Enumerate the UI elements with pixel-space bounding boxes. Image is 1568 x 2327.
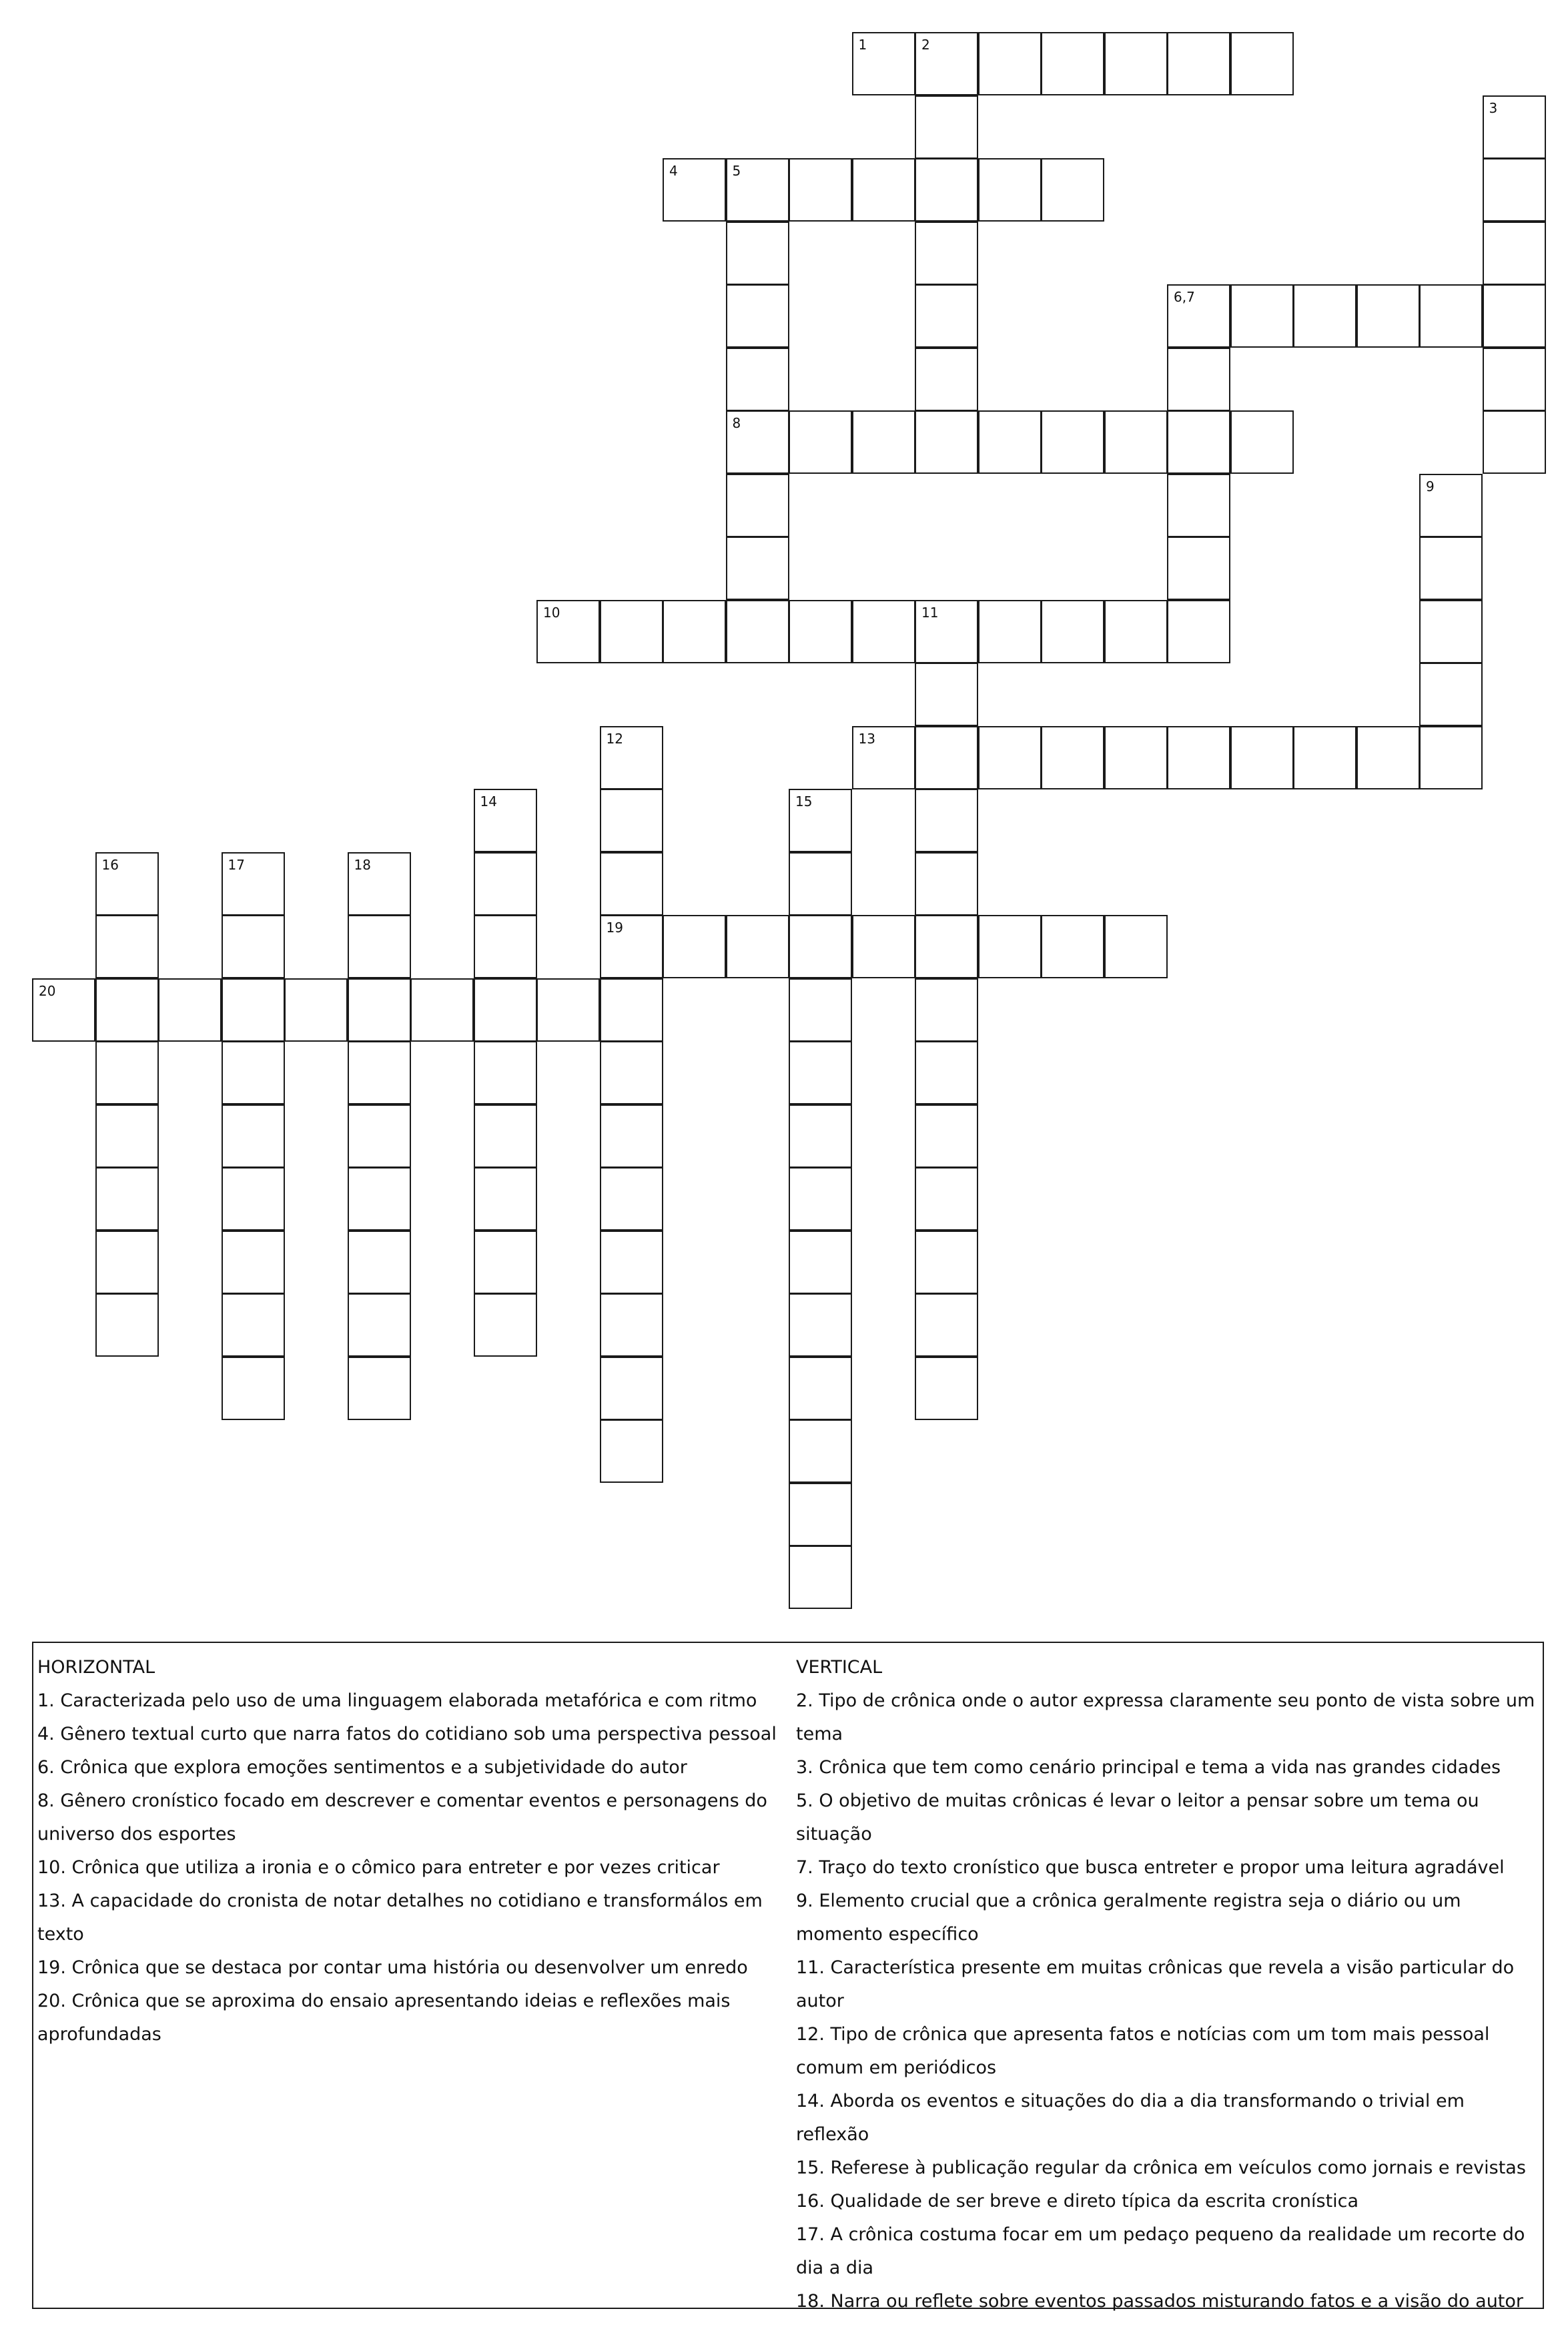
crossword-cell[interactable] xyxy=(726,915,789,978)
crossword-cell[interactable] xyxy=(600,1357,663,1420)
crossword-cell[interactable] xyxy=(915,95,978,159)
crossword-cell[interactable] xyxy=(410,978,474,1042)
crossword-cell[interactable] xyxy=(1293,726,1356,789)
crossword-cell[interactable] xyxy=(1167,284,1230,348)
crossword-cell[interactable] xyxy=(222,978,285,1042)
crossword-cell[interactable] xyxy=(1041,410,1104,474)
crossword-cell[interactable] xyxy=(978,32,1042,95)
crossword-cell[interactable] xyxy=(1041,32,1104,95)
crossword-cell[interactable] xyxy=(726,537,789,600)
crossword-cell[interactable] xyxy=(915,1231,978,1294)
crossword-cell[interactable] xyxy=(1104,600,1168,663)
crossword-cell[interactable] xyxy=(852,158,915,222)
crossword-cell[interactable] xyxy=(600,978,663,1042)
crossword-cell[interactable] xyxy=(1167,474,1230,537)
crossword-cell[interactable] xyxy=(1483,95,1546,159)
crossword-cell[interactable] xyxy=(915,726,978,789)
crossword-cell[interactable] xyxy=(474,1231,537,1294)
crossword-cell[interactable] xyxy=(726,600,789,663)
crossword-cell[interactable] xyxy=(536,600,600,663)
clue-v-7: 7. Traço do texto cronístico que busca entreter e propor uma leitura agradável xyxy=(796,1857,1505,1878)
clue-number: 13 xyxy=(858,730,875,747)
crossword-cell[interactable] xyxy=(348,1104,411,1168)
crossword-cell[interactable] xyxy=(222,852,285,916)
crossword-cell[interactable] xyxy=(474,1167,537,1231)
horizontal-title: HORIZONTAL xyxy=(37,1657,155,1678)
crossword-cell[interactable] xyxy=(222,1167,285,1231)
vertical-title: VERTICAL xyxy=(796,1657,883,1678)
clue-number: 11 xyxy=(921,604,939,621)
crossword-cell[interactable] xyxy=(1230,726,1294,789)
crossword-cell[interactable] xyxy=(1167,348,1230,411)
clue-v-5: 5. O objetivo de muitas crônicas é levar o leitor a pensar sobre um tema ou situação xyxy=(796,1790,1479,1845)
horizontal-clues xyxy=(37,1651,791,2051)
crossword-cell[interactable] xyxy=(95,1041,159,1104)
crossword-cell[interactable] xyxy=(789,852,852,916)
crossword-cell[interactable] xyxy=(474,1104,537,1168)
crossword-cell[interactable] xyxy=(1167,726,1230,789)
crossword-cell[interactable] xyxy=(1419,726,1483,789)
crossword-cell[interactable] xyxy=(348,1231,411,1294)
clue-number: 5 xyxy=(732,163,741,179)
crossword-cell[interactable] xyxy=(789,1357,852,1420)
crossword-cell[interactable] xyxy=(600,726,663,789)
crossword-cell[interactable] xyxy=(978,915,1042,978)
crossword-cell[interactable] xyxy=(222,1293,285,1357)
crossword-cell[interactable] xyxy=(915,1293,978,1357)
crossword-cell[interactable] xyxy=(600,1293,663,1357)
crossword-cell[interactable] xyxy=(348,978,411,1042)
crossword-cell[interactable] xyxy=(1419,284,1483,348)
crossword-cell[interactable] xyxy=(915,222,978,285)
crossword-cell[interactable] xyxy=(600,789,663,852)
crossword-cell[interactable] xyxy=(726,284,789,348)
crossword-cell[interactable] xyxy=(1419,600,1483,663)
clue-number: 12 xyxy=(606,730,623,747)
crossword-cell[interactable] xyxy=(789,789,852,852)
clue-h-6: 6. Crônica que explora emoções sentimentos e a subjetividade do autor xyxy=(37,1757,687,1778)
crossword-cell[interactable] xyxy=(1167,600,1230,663)
clue-number: 9 xyxy=(1426,478,1435,494)
crossword-cell[interactable] xyxy=(978,600,1042,663)
crossword-cell[interactable] xyxy=(789,1419,852,1483)
crossword-cell[interactable] xyxy=(915,915,978,978)
clue-v-11: 11. Característica presente em muitas crônicas que revela a visão particular do autor xyxy=(796,1957,1515,2011)
crossword-cell[interactable] xyxy=(789,915,852,978)
crossword-cell[interactable] xyxy=(978,726,1042,789)
crossword-cell[interactable] xyxy=(1483,284,1546,348)
clue-h-8: 8. Gênero cronístico focado em descrever e comentar eventos e personagens do universo dos esportes xyxy=(37,1790,767,1845)
crossword-cell[interactable] xyxy=(474,1041,537,1104)
crossword-cell[interactable] xyxy=(852,32,915,95)
crossword-cell[interactable] xyxy=(1104,915,1168,978)
crossword-cell[interactable] xyxy=(789,1041,852,1104)
crossword-cell[interactable] xyxy=(1483,348,1546,411)
crossword-cell[interactable] xyxy=(1356,284,1420,348)
crossword-cell[interactable] xyxy=(348,1167,411,1231)
crossword-cell[interactable] xyxy=(1167,410,1230,474)
crossword-cell[interactable] xyxy=(600,1419,663,1483)
vertical-clues xyxy=(796,1651,1540,2318)
crossword-cell[interactable] xyxy=(95,1293,159,1357)
crossword-cell[interactable] xyxy=(222,1231,285,1294)
crossword-cell[interactable] xyxy=(600,600,663,663)
crossword-cell[interactable] xyxy=(222,1104,285,1168)
crossword-cell[interactable] xyxy=(474,1293,537,1357)
clue-v-3: 3. Crônica que tem como cenário principal e tema a vida nas grandes cidades xyxy=(796,1757,1501,1778)
crossword-cell[interactable] xyxy=(1419,663,1483,726)
crossword-cell[interactable] xyxy=(600,1231,663,1294)
crossword-cell[interactable] xyxy=(1041,726,1104,789)
crossword-cell[interactable] xyxy=(1230,32,1294,95)
crossword-cell[interactable] xyxy=(915,348,978,411)
clue-number: 19 xyxy=(606,920,623,936)
crossword-cell[interactable] xyxy=(284,978,348,1042)
crossword-cell[interactable] xyxy=(95,1167,159,1231)
crossword-cell[interactable] xyxy=(915,789,978,852)
crossword-cell[interactable] xyxy=(789,1167,852,1231)
crossword-cell[interactable] xyxy=(915,600,978,663)
crossword-cell[interactable] xyxy=(1293,284,1356,348)
crossword-cell[interactable] xyxy=(663,158,726,222)
crossword-cell[interactable] xyxy=(789,1104,852,1168)
crossword-cell[interactable] xyxy=(474,915,537,978)
clue-number: 2 xyxy=(921,37,930,53)
crossword-cell[interactable] xyxy=(1230,410,1294,474)
crossword-cell[interactable] xyxy=(726,410,789,474)
crossword-cell[interactable] xyxy=(348,1041,411,1104)
crossword-cell[interactable] xyxy=(726,474,789,537)
crossword-cell[interactable] xyxy=(536,978,600,1042)
clue-number: 18 xyxy=(354,856,371,873)
clues-panel xyxy=(32,1642,1544,2312)
crossword-cell[interactable] xyxy=(1483,158,1546,222)
crossword-cell[interactable] xyxy=(915,158,978,222)
crossword-cell[interactable] xyxy=(600,915,663,978)
crossword-cell[interactable] xyxy=(348,852,411,916)
crossword-cell[interactable] xyxy=(1356,726,1420,789)
crossword-cell[interactable] xyxy=(726,348,789,411)
clue-h-20: 20. Crônica que se aproxima do ensaio apresentando ideias e reflexões mais aprofundadas xyxy=(37,1991,731,2045)
clue-h-4: 4. Gênero textual curto que narra fatos do cotidiano sob uma perspectiva pessoal xyxy=(37,1724,777,1744)
clue-number: 17 xyxy=(228,856,245,873)
clue-v-15: 15. Referese à publicação regular da crônica em veículos como jornais e revistas xyxy=(796,2157,1526,2178)
crossword-cell[interactable] xyxy=(852,410,915,474)
clue-v-9: 9. Elemento crucial que a crônica geralmente registra seja o diário ou um momento específico xyxy=(796,1891,1461,1945)
crossword-cell[interactable] xyxy=(789,1231,852,1294)
clue-number: 8 xyxy=(732,415,741,431)
clue-number: 1 xyxy=(858,37,867,53)
crossword-cell[interactable] xyxy=(1041,600,1104,663)
crossword-cell[interactable] xyxy=(789,1546,852,1609)
crossword-cell[interactable] xyxy=(95,915,159,978)
crossword-cell[interactable] xyxy=(663,600,726,663)
crossword-cell[interactable] xyxy=(852,600,915,663)
clue-v-18: 18. Narra ou reflete sobre eventos passados misturando fatos e a visão do autor xyxy=(796,2291,1524,2312)
crossword-cell[interactable] xyxy=(95,852,159,916)
clue-v-12: 12. Tipo de crônica que apresenta fatos e notícias com um tom mais pessoal comum em periódicos xyxy=(796,2024,1490,2078)
crossword-cell[interactable] xyxy=(222,1041,285,1104)
crossword-cell[interactable] xyxy=(915,1041,978,1104)
crossword-cell[interactable] xyxy=(726,222,789,285)
crossword-cell[interactable] xyxy=(915,284,978,348)
crossword-cell[interactable] xyxy=(1419,474,1483,537)
crossword-cell[interactable] xyxy=(1167,537,1230,600)
crossword-cell[interactable] xyxy=(95,978,159,1042)
crossword-cell[interactable] xyxy=(915,32,978,95)
clue-number: 4 xyxy=(669,163,678,179)
crossword-cell[interactable] xyxy=(915,410,978,474)
clue-number: 16 xyxy=(101,856,119,873)
crossword-cell[interactable] xyxy=(789,1483,852,1546)
crossword-cell[interactable] xyxy=(1483,410,1546,474)
crossword-cell[interactable] xyxy=(600,1041,663,1104)
clue-number: 20 xyxy=(39,982,56,999)
crossword-cell[interactable] xyxy=(158,978,222,1042)
crossword-cell[interactable] xyxy=(1041,915,1104,978)
clue-v-17: 17. A crônica costuma focar em um pedaço pequeno da realidade um recorte do dia a dia xyxy=(796,2224,1525,2278)
crossword-cell[interactable] xyxy=(474,852,537,916)
clue-v-16: 16. Qualidade de ser breve e direto típica da escrita cronística xyxy=(796,2191,1359,2212)
crossword-cell[interactable] xyxy=(1483,222,1546,285)
crossword-cell[interactable] xyxy=(1104,410,1168,474)
crossword-cell[interactable] xyxy=(474,789,537,852)
crossword-cell[interactable] xyxy=(915,1104,978,1168)
clue-number: 10 xyxy=(543,604,560,621)
clue-number: 15 xyxy=(795,793,813,809)
crossword-cell[interactable] xyxy=(915,852,978,916)
crossword-cell[interactable] xyxy=(789,410,852,474)
crossword-cell[interactable] xyxy=(1104,726,1168,789)
clue-h-10: 10. Crônica que utiliza a ironia e o cômico para entreter e por vezes criticar xyxy=(37,1857,720,1878)
crossword-cell[interactable] xyxy=(915,1167,978,1231)
crossword-cell[interactable] xyxy=(663,915,726,978)
crossword-cell[interactable] xyxy=(222,1357,285,1420)
crossword-cell[interactable] xyxy=(348,1293,411,1357)
crossword-cell[interactable] xyxy=(348,915,411,978)
clue-h-13: 13. A capacidade do cronista de notar detalhes no cotidiano e transformálos em texto xyxy=(37,1891,763,1945)
crossword-cell[interactable] xyxy=(915,978,978,1042)
crossword-cell[interactable] xyxy=(1419,537,1483,600)
crossword-cell[interactable] xyxy=(852,726,915,789)
crossword-cell[interactable] xyxy=(600,852,663,916)
clue-h-1: 1. Caracterizada pelo uso de uma linguagem elaborada metafórica e com ritmo xyxy=(37,1690,757,1711)
crossword-cell[interactable] xyxy=(1104,32,1168,95)
clue-v-2: 2. Tipo de crônica onde o autor expressa claramente seu ponto de vista sobre um tema xyxy=(796,1690,1535,1744)
clue-v-14: 14. Aborda os eventos e situações do dia a dia transformando o trivial em reflexão xyxy=(796,2091,1465,2145)
crossword-cell[interactable] xyxy=(915,1357,978,1420)
crossword-cell[interactable] xyxy=(915,663,978,726)
crossword-cell[interactable] xyxy=(474,978,537,1042)
crossword-cell[interactable] xyxy=(978,158,1042,222)
crossword-cell[interactable] xyxy=(222,915,285,978)
crossword-cell[interactable] xyxy=(600,1167,663,1231)
crossword-cell[interactable] xyxy=(32,978,95,1042)
crossword-cell[interactable] xyxy=(600,1104,663,1168)
crossword-cell[interactable] xyxy=(348,1357,411,1420)
crossword-cell[interactable] xyxy=(978,410,1042,474)
crossword-cell[interactable] xyxy=(1041,158,1104,222)
crossword-cell[interactable] xyxy=(789,600,852,663)
clue-h-19: 19. Crônica que se destaca por contar uma história ou desenvolver um enredo xyxy=(37,1957,748,1978)
crossword-cell[interactable] xyxy=(726,158,789,222)
crossword-cell[interactable] xyxy=(789,158,852,222)
crossword-cell[interactable] xyxy=(789,1293,852,1357)
clue-number: 3 xyxy=(1489,99,1498,116)
crossword-cell[interactable] xyxy=(95,1104,159,1168)
crossword-cell[interactable] xyxy=(852,915,915,978)
crossword-cell[interactable] xyxy=(789,978,852,1042)
clue-number: 6,7 xyxy=(1174,289,1195,305)
clue-number: 14 xyxy=(480,793,497,809)
crossword-cell[interactable] xyxy=(95,1231,159,1294)
crossword-cell[interactable] xyxy=(1230,284,1294,348)
crossword-cell[interactable] xyxy=(1167,32,1230,95)
